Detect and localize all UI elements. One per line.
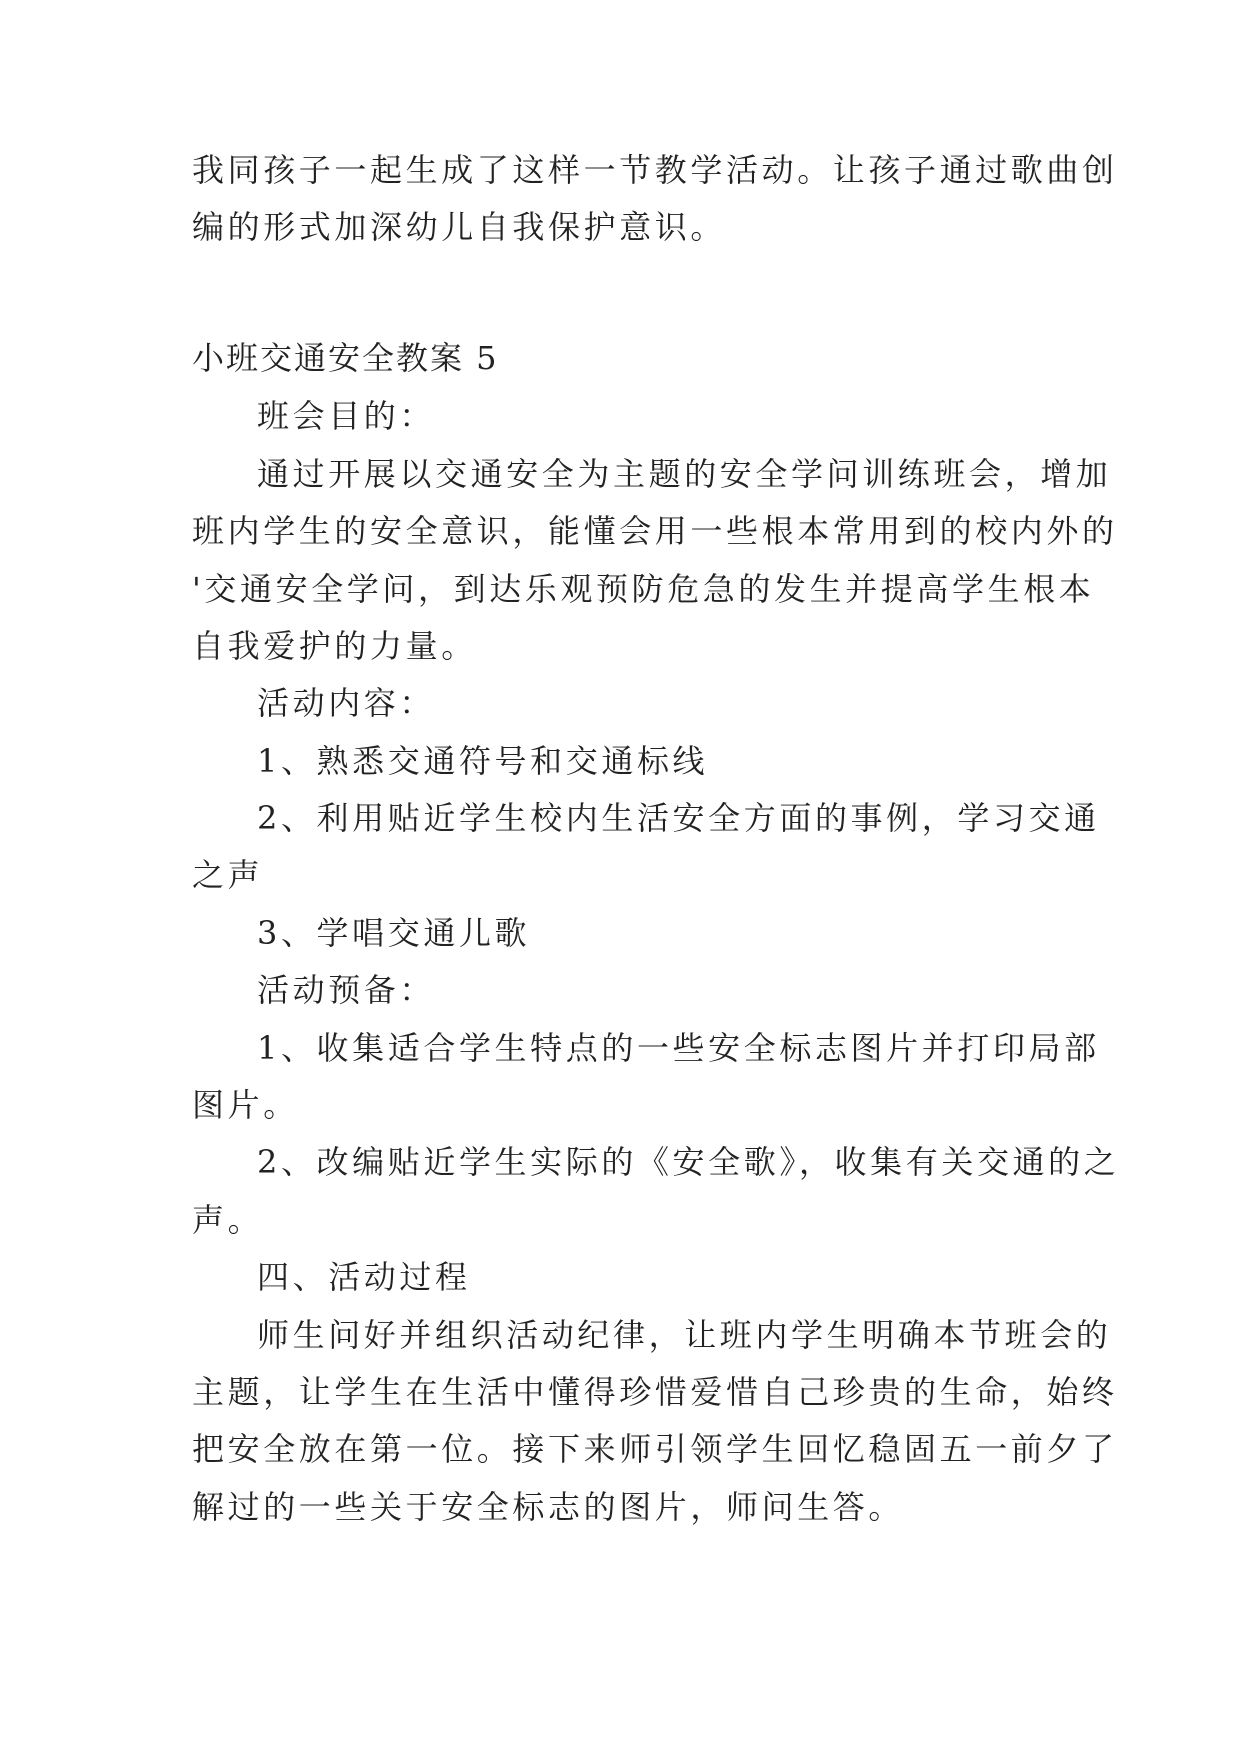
- list-item: 1、收集适合学生特点的一些安全标志图片并打印局部: [257, 1029, 1100, 1067]
- subheading: 活动内容：: [257, 684, 436, 722]
- subheading: 四、活动过程: [257, 1258, 471, 1296]
- section-title: 小班交通安全教案 5: [192, 339, 499, 377]
- text-line: 师生问好并组织活动纪律，让班内学生明确本节班会的: [257, 1316, 1112, 1354]
- text-line: 主题，让学生在生活中懂得珍惜爱惜自己珍贵的生命，始终: [192, 1373, 1118, 1411]
- text-line: 之声: [192, 856, 264, 894]
- list-item: 1、熟悉交通符号和交通标线: [257, 742, 709, 780]
- text-line: 图片。: [192, 1086, 299, 1124]
- list-item: 2、利用贴近学生校内生活安全方面的事例，学习交通: [257, 799, 1100, 837]
- text-line: '交通安全学问，到达乐观预防危急的发生并提高学生根本: [192, 570, 1095, 608]
- list-item: 2、改编贴近学生实际的《安全歌》，收集有关交通的之: [257, 1143, 1120, 1181]
- text-line: 编的形式加深幼儿自我保护意识。: [192, 208, 727, 246]
- text-line: 解过的一些关于安全标志的图片，师问生答。: [192, 1488, 905, 1526]
- text-line: 声。: [192, 1201, 264, 1239]
- text-line: 把安全放在第一位。接下来师引领学生回忆稳固五一前夕了: [192, 1430, 1118, 1468]
- subheading: 班会目的：: [257, 397, 436, 435]
- text-line: 班内学生的安全意识，能懂会用一些根本常用到的校内外的: [192, 512, 1118, 550]
- text-line: 自我爱护的力量。: [192, 627, 477, 665]
- list-item: 3、学唱交通儿歌: [257, 914, 531, 952]
- subheading: 活动预备：: [257, 971, 436, 1009]
- text-line: 通过开展以交通安全为主题的安全学问训练班会，增加: [257, 455, 1112, 493]
- text-line: 我同孩子一起生成了这样一节教学活动。让孩子通过歌曲创: [192, 151, 1118, 189]
